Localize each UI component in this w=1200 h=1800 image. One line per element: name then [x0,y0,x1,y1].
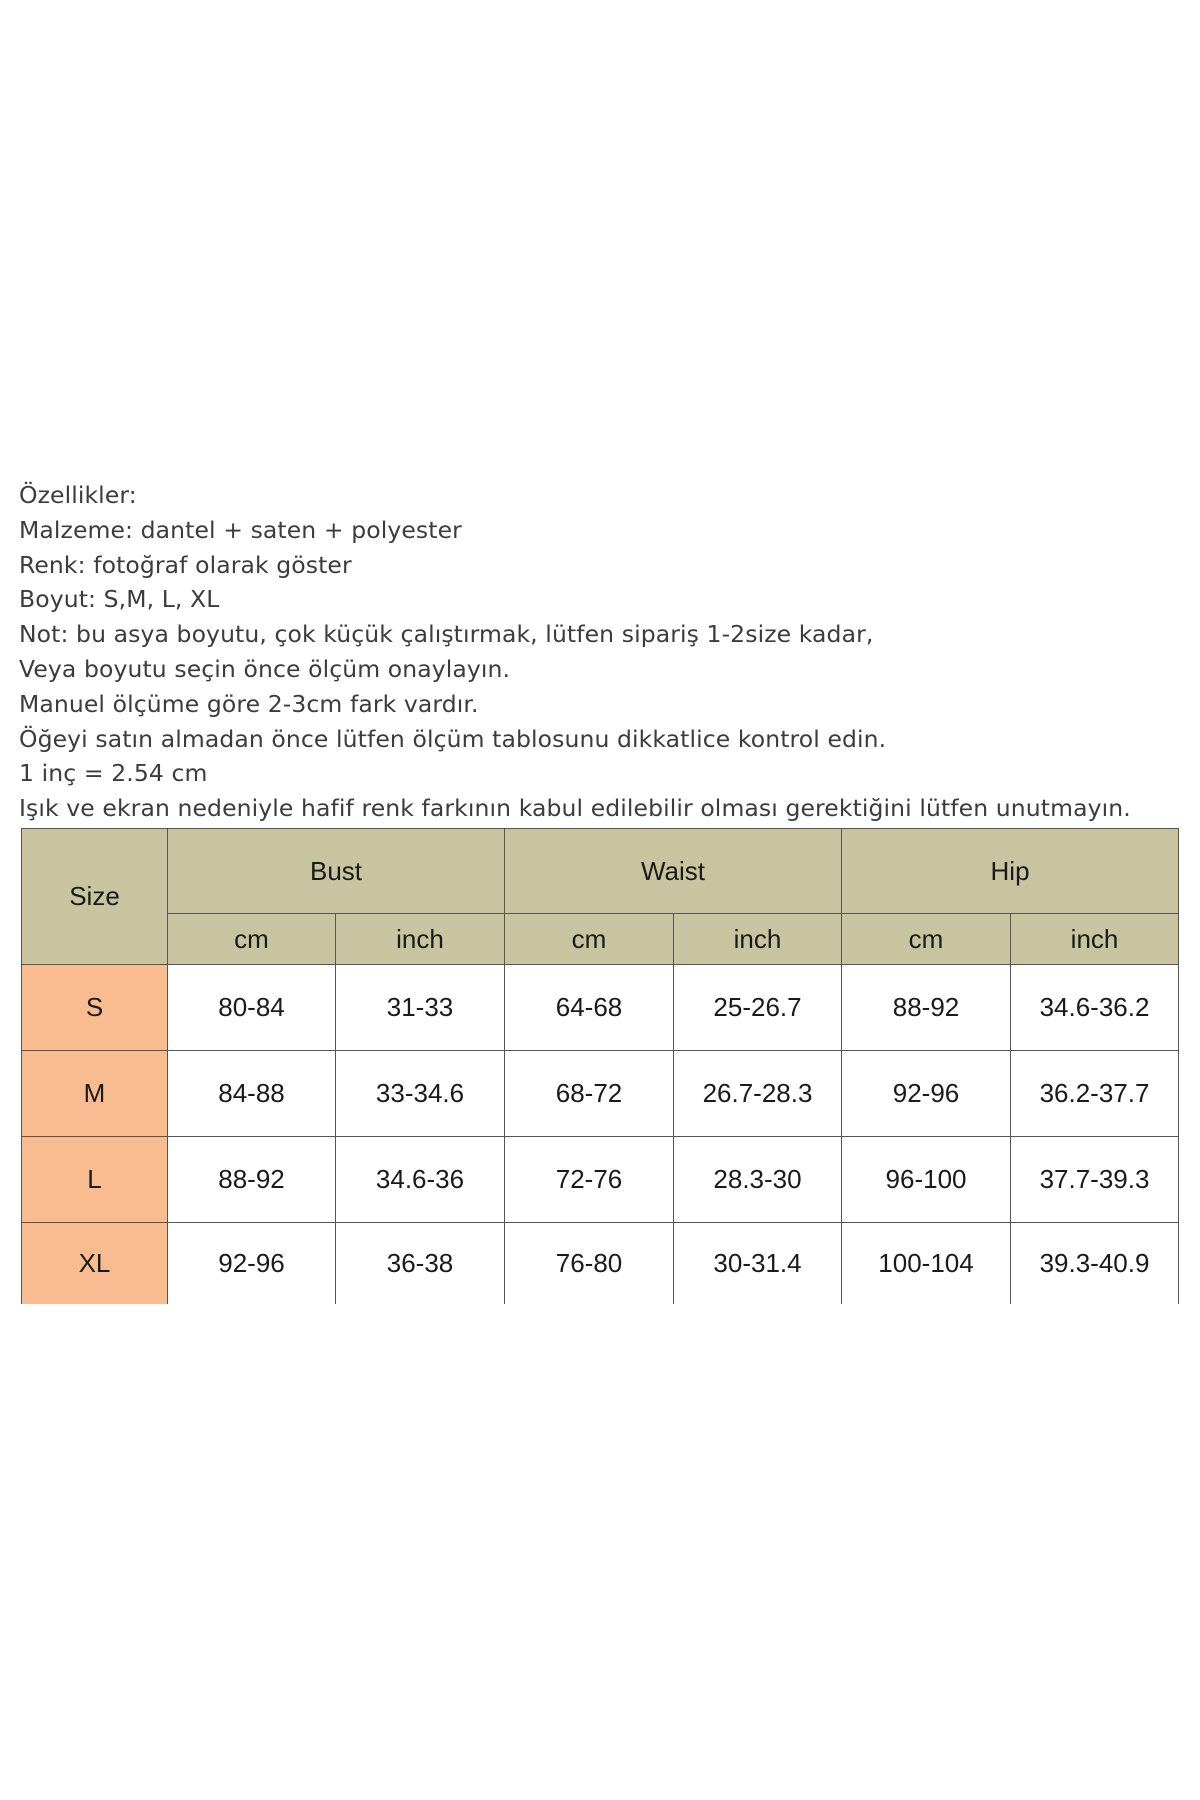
table-row [22,965,1179,1051]
table-row [22,1223,1179,1305]
size-label: S [22,965,168,1051]
table-cell: 31-33 [336,965,505,1051]
header-row [22,829,1179,914]
unit-header: cm [168,914,336,965]
unit-row [22,914,1179,965]
table-row [22,1137,1179,1223]
table-cell: 33-34.6 [336,1051,505,1137]
table-row [22,1051,1179,1137]
table-cell: 26.7-28.3 [674,1051,842,1137]
table-cell: 37.7-39.3 [1011,1137,1179,1223]
table-cell: 80-84 [168,965,336,1051]
bust-header: Bust [168,829,505,914]
spec-material: Malzeme: dantel + saten + polyester [19,515,462,544]
product-specifications [19,478,1189,826]
table-cell: 36-38 [336,1223,505,1305]
table-cell: 34.6-36.2 [1011,965,1179,1051]
size-column-header: Size [22,829,168,965]
size-label: XL [22,1223,168,1305]
table-cell: 84-88 [168,1051,336,1137]
spec-measurement-difference: Manuel ölçüme göre 2-3cm fark vardır. [19,689,479,718]
table-cell: 39.3-40.9 [1011,1223,1179,1305]
unit-header: cm [842,914,1011,965]
table-cell: 68-72 [505,1051,674,1137]
table-cell: 88-92 [168,1137,336,1223]
spec-inch-conversion: 1 inç = 2.54 cm [19,759,208,788]
table-cell: 25-26.7 [674,965,842,1051]
unit-header: inch [1011,914,1179,965]
table-cell: 88-92 [842,965,1011,1051]
table-cell: 96-100 [842,1137,1011,1223]
unit-header: cm [505,914,674,965]
spec-color: Renk: fotoğraf olarak göster [19,550,352,579]
size-chart-table [21,828,1179,1304]
hip-header: Hip [842,829,1179,914]
table-cell: 36.2-37.7 [1011,1051,1179,1137]
unit-header: inch [336,914,505,965]
spec-check-chart: Öğeyi satın almadan önce lütfen ölçüm tablosunu dikkatlice kontrol edin. [19,724,887,753]
spec-note-continued: Veya boyutu seçin önce ölçüm onaylayın. [19,654,511,683]
size-label: M [22,1051,168,1137]
table-cell: 28.3-30 [674,1137,842,1223]
waist-header: Waist [505,829,842,914]
spec-heading: Özellikler: [19,481,137,509]
unit-header: inch [674,914,842,965]
spec-sizes: Boyut: S,M, L, XL [19,585,220,614]
table-cell: 100-104 [842,1223,1011,1305]
spec-color-disclaimer: Işık ve ekran nedeniyle hafif renk farkının kabul edilebilir olması gerektiğini lütfen unutmayın. [19,794,1131,823]
table-cell: 64-68 [505,965,674,1051]
table-cell: 76-80 [505,1223,674,1305]
table-cell: 92-96 [168,1223,336,1305]
table-cell: 30-31.4 [674,1223,842,1305]
table-cell: 34.6-36 [336,1137,505,1223]
table-cell: 92-96 [842,1051,1011,1137]
spec-note: Not: bu asya boyutu, çok küçük çalıştırmak, lütfen sipariş 1-2size kadar, [19,620,874,649]
table-cell: 72-76 [505,1137,674,1223]
size-label: L [22,1137,168,1223]
